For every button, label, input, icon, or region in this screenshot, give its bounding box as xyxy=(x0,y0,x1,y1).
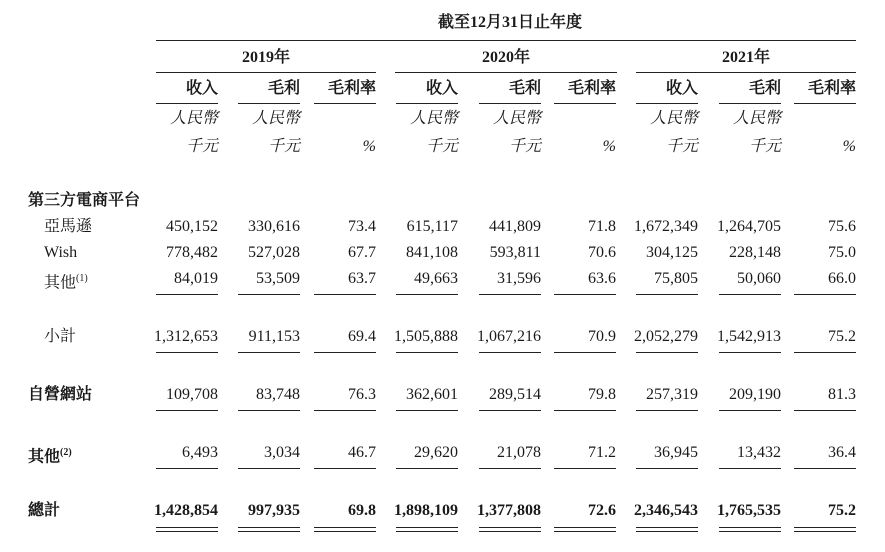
cell-own-revenue: 362,601 xyxy=(406,386,458,403)
rule-total-2 xyxy=(156,531,218,532)
cell-amazon-margin: 73.4 xyxy=(348,218,376,235)
col-header-rule xyxy=(396,103,458,104)
year-2020: 2020年 xyxy=(481,49,530,66)
period-title: 截至12月31日止年度 xyxy=(437,14,582,31)
cell-own-revenue: 257,319 xyxy=(646,386,698,403)
col-header-rule xyxy=(314,103,376,104)
cell-own-revenue: 109,708 xyxy=(166,386,218,403)
cell-subtotal-revenue: 1,505,888 xyxy=(394,328,458,345)
row-label-subtotal: 小計 xyxy=(44,328,77,345)
rule-below-subtotal xyxy=(314,352,376,353)
rule-above-subtotal xyxy=(396,294,458,295)
cell-wish-gross_profit: 527,028 xyxy=(248,244,300,261)
col-unit-currency: 人民幣 xyxy=(732,110,781,127)
cell-other1-margin: 63.7 xyxy=(348,270,376,287)
cell-other2-revenue: 36,945 xyxy=(654,444,698,461)
col-unit-percent: % xyxy=(362,138,376,155)
row-label-own-site: 自營網站 xyxy=(28,386,93,403)
cell-amazon-revenue: 450,152 xyxy=(166,218,218,235)
cell-total-margin: 69.8 xyxy=(348,502,376,519)
col-header-rule xyxy=(554,103,616,104)
cell-other1-revenue: 49,663 xyxy=(414,270,458,287)
rule-below-other2 xyxy=(314,468,376,469)
cell-other2-revenue: 29,620 xyxy=(414,444,458,461)
rule-below-own-site xyxy=(636,410,698,411)
col-unit-thousand: 千元 xyxy=(425,138,458,155)
rule-total-2 xyxy=(479,531,541,532)
col-header-rule xyxy=(719,103,781,104)
col-unit-thousand: 千元 xyxy=(508,138,541,155)
col-label-revenue: 收入 xyxy=(425,80,458,97)
rule-below-own-site xyxy=(794,410,856,411)
rule-total-1 xyxy=(554,527,616,528)
rule-total-2 xyxy=(396,531,458,532)
cell-own-gross_profit: 209,190 xyxy=(729,386,781,403)
cell-total-gross_profit: 997,935 xyxy=(248,502,300,519)
rule-total-1 xyxy=(396,527,458,528)
cell-other1-gross_profit: 31,596 xyxy=(497,270,541,287)
cell-wish-gross_profit: 228,148 xyxy=(729,244,781,261)
cell-wish-revenue: 304,125 xyxy=(646,244,698,261)
col-label-revenue: 收入 xyxy=(665,80,698,97)
year-2019: 2019年 xyxy=(241,49,290,66)
cell-amazon-revenue: 615,117 xyxy=(406,218,458,235)
rule-total-1 xyxy=(719,527,781,528)
cell-total-revenue: 2,346,543 xyxy=(634,502,698,519)
rule-total-1 xyxy=(636,527,698,528)
rule-total-2 xyxy=(314,531,376,532)
cell-other2-margin: 71.2 xyxy=(588,444,616,461)
cell-wish-revenue: 778,482 xyxy=(166,244,218,261)
col-unit-currency: 人民幣 xyxy=(492,110,541,127)
cell-wish-revenue: 841,108 xyxy=(406,244,458,261)
col-unit-percent: % xyxy=(842,138,856,155)
rule-total-2 xyxy=(794,531,856,532)
rule-below-own-site xyxy=(238,410,300,411)
col-header-rule xyxy=(238,103,300,104)
rule-above-subtotal xyxy=(719,294,781,295)
row-label-other1: 其他$^{(1)}$ xyxy=(44,273,88,292)
rule-below-other2 xyxy=(479,468,541,469)
rule-above-subtotal xyxy=(156,294,218,295)
rule-below-subtotal xyxy=(396,352,458,353)
col-unit-thousand: 千元 xyxy=(665,138,698,155)
rule-below-subtotal xyxy=(554,352,616,353)
rule-below-subtotal xyxy=(636,352,698,353)
row-label-other2: 其他$^{(2)}$ xyxy=(28,447,72,466)
cell-total-gross_profit: 1,377,808 xyxy=(477,502,541,519)
col-unit-percent: % xyxy=(602,138,616,155)
year-2021: 2021年 xyxy=(721,49,770,66)
cell-total-revenue: 1,428,854 xyxy=(154,502,218,519)
cell-other2-margin: 46.7 xyxy=(348,444,376,461)
rule-below-other2 xyxy=(396,468,458,469)
cell-other2-gross_profit: 21,078 xyxy=(497,444,541,461)
cell-other1-gross_profit: 50,060 xyxy=(737,270,781,287)
rule-total-1 xyxy=(314,527,376,528)
cell-amazon-gross_profit: 330,616 xyxy=(248,218,300,235)
cell-other1-revenue: 84,019 xyxy=(174,270,218,287)
cell-wish-margin: 67.7 xyxy=(348,244,376,261)
header-rule xyxy=(156,40,856,41)
rule-total-1 xyxy=(156,527,218,528)
rule-below-subtotal xyxy=(238,352,300,353)
rule-below-own-site xyxy=(554,410,616,411)
rule-below-other2 xyxy=(719,468,781,469)
rule-above-subtotal xyxy=(238,294,300,295)
rule-below-subtotal xyxy=(156,352,218,353)
cell-subtotal-margin: 69.4 xyxy=(348,328,376,345)
cell-other1-margin: 63.6 xyxy=(588,270,616,287)
cell-other1-gross_profit: 53,509 xyxy=(256,270,300,287)
rule-below-own-site xyxy=(479,410,541,411)
rule-below-subtotal xyxy=(794,352,856,353)
rule-above-subtotal xyxy=(554,294,616,295)
col-label-revenue: 收入 xyxy=(185,80,218,97)
rule-below-other2 xyxy=(636,468,698,469)
cell-subtotal-revenue: 2,052,279 xyxy=(634,328,698,345)
cell-own-gross_profit: 83,748 xyxy=(256,386,300,403)
rule-below-subtotal xyxy=(479,352,541,353)
rule-below-subtotal xyxy=(719,352,781,353)
rule-below-own-site xyxy=(156,410,218,411)
year-rule-2020 xyxy=(395,72,617,73)
cell-subtotal-margin: 70.9 xyxy=(588,328,616,345)
cell-wish-margin: 75.0 xyxy=(828,244,856,261)
col-header-rule xyxy=(794,103,856,104)
cell-own-margin: 81.3 xyxy=(828,386,856,403)
rule-below-own-site xyxy=(719,410,781,411)
col-unit-currency: 人民幣 xyxy=(251,110,300,127)
cell-amazon-margin: 75.6 xyxy=(828,218,856,235)
col-unit-currency: 人民幣 xyxy=(409,110,458,127)
rule-below-own-site xyxy=(314,410,376,411)
cell-wish-gross_profit: 593,811 xyxy=(489,244,541,261)
cell-subtotal-gross_profit: 1,067,216 xyxy=(477,328,541,345)
cell-own-margin: 76.3 xyxy=(348,386,376,403)
cell-subtotal-gross_profit: 911,153 xyxy=(248,328,300,345)
cell-subtotal-gross_profit: 1,542,913 xyxy=(717,328,781,345)
col-label-gross_profit: 毛利 xyxy=(508,80,541,97)
cell-other2-revenue: 6,493 xyxy=(182,444,218,461)
col-label-margin: 毛利率 xyxy=(807,80,856,97)
cell-amazon-gross_profit: 1,264,705 xyxy=(717,218,781,235)
cell-amazon-margin: 71.8 xyxy=(588,218,616,235)
cell-other1-revenue: 75,805 xyxy=(654,270,698,287)
cell-own-gross_profit: 289,514 xyxy=(489,386,541,403)
rule-above-subtotal xyxy=(794,294,856,295)
col-unit-thousand: 千元 xyxy=(185,138,218,155)
year-rule-2019 xyxy=(156,72,376,73)
col-unit-thousand: 千元 xyxy=(267,138,300,155)
cell-total-revenue: 1,898,109 xyxy=(394,502,458,519)
rule-above-subtotal xyxy=(314,294,376,295)
rule-total-2 xyxy=(238,531,300,532)
cell-wish-margin: 70.6 xyxy=(588,244,616,261)
col-unit-currency: 人民幣 xyxy=(169,110,218,127)
cell-subtotal-margin: 75.2 xyxy=(828,328,856,345)
cell-other2-margin: 36.4 xyxy=(828,444,856,461)
row-label-total: 總計 xyxy=(28,502,61,519)
year-rule-2021 xyxy=(636,72,856,73)
rule-total-2 xyxy=(554,531,616,532)
row-label-wish: Wish xyxy=(44,244,78,261)
rule-below-own-site xyxy=(396,410,458,411)
rule-below-other2 xyxy=(156,468,218,469)
cell-total-margin: 75.2 xyxy=(828,502,856,519)
cell-subtotal-revenue: 1,312,653 xyxy=(154,328,218,345)
rule-below-other2 xyxy=(554,468,616,469)
rule-total-2 xyxy=(719,531,781,532)
row-label-third-party: 第三方電商平台 xyxy=(28,192,141,209)
cell-total-margin: 72.6 xyxy=(588,502,616,519)
col-label-margin: 毛利率 xyxy=(567,80,616,97)
rule-above-subtotal xyxy=(636,294,698,295)
rule-total-2 xyxy=(636,531,698,532)
rule-below-other2 xyxy=(794,468,856,469)
col-unit-currency: 人民幣 xyxy=(649,110,698,127)
col-label-gross_profit: 毛利 xyxy=(748,80,781,97)
rule-total-1 xyxy=(479,527,541,528)
rule-below-other2 xyxy=(238,468,300,469)
rule-above-subtotal xyxy=(479,294,541,295)
col-unit-thousand: 千元 xyxy=(748,138,781,155)
col-header-rule xyxy=(479,103,541,104)
cell-other2-gross_profit: 13,432 xyxy=(737,444,781,461)
col-header-rule xyxy=(156,103,218,104)
cell-amazon-revenue: 1,672,349 xyxy=(634,218,698,235)
cell-other1-margin: 66.0 xyxy=(828,270,856,287)
row-label-amazon: 亞馬遜 xyxy=(44,218,93,235)
cell-other2-gross_profit: 3,034 xyxy=(264,444,300,461)
rule-total-1 xyxy=(238,527,300,528)
rule-total-1 xyxy=(794,527,856,528)
cell-amazon-gross_profit: 441,809 xyxy=(489,218,541,235)
cell-own-margin: 79.8 xyxy=(588,386,616,403)
col-label-margin: 毛利率 xyxy=(327,80,376,97)
col-header-rule xyxy=(636,103,698,104)
col-label-gross_profit: 毛利 xyxy=(267,80,300,97)
cell-total-gross_profit: 1,765,535 xyxy=(717,502,781,519)
